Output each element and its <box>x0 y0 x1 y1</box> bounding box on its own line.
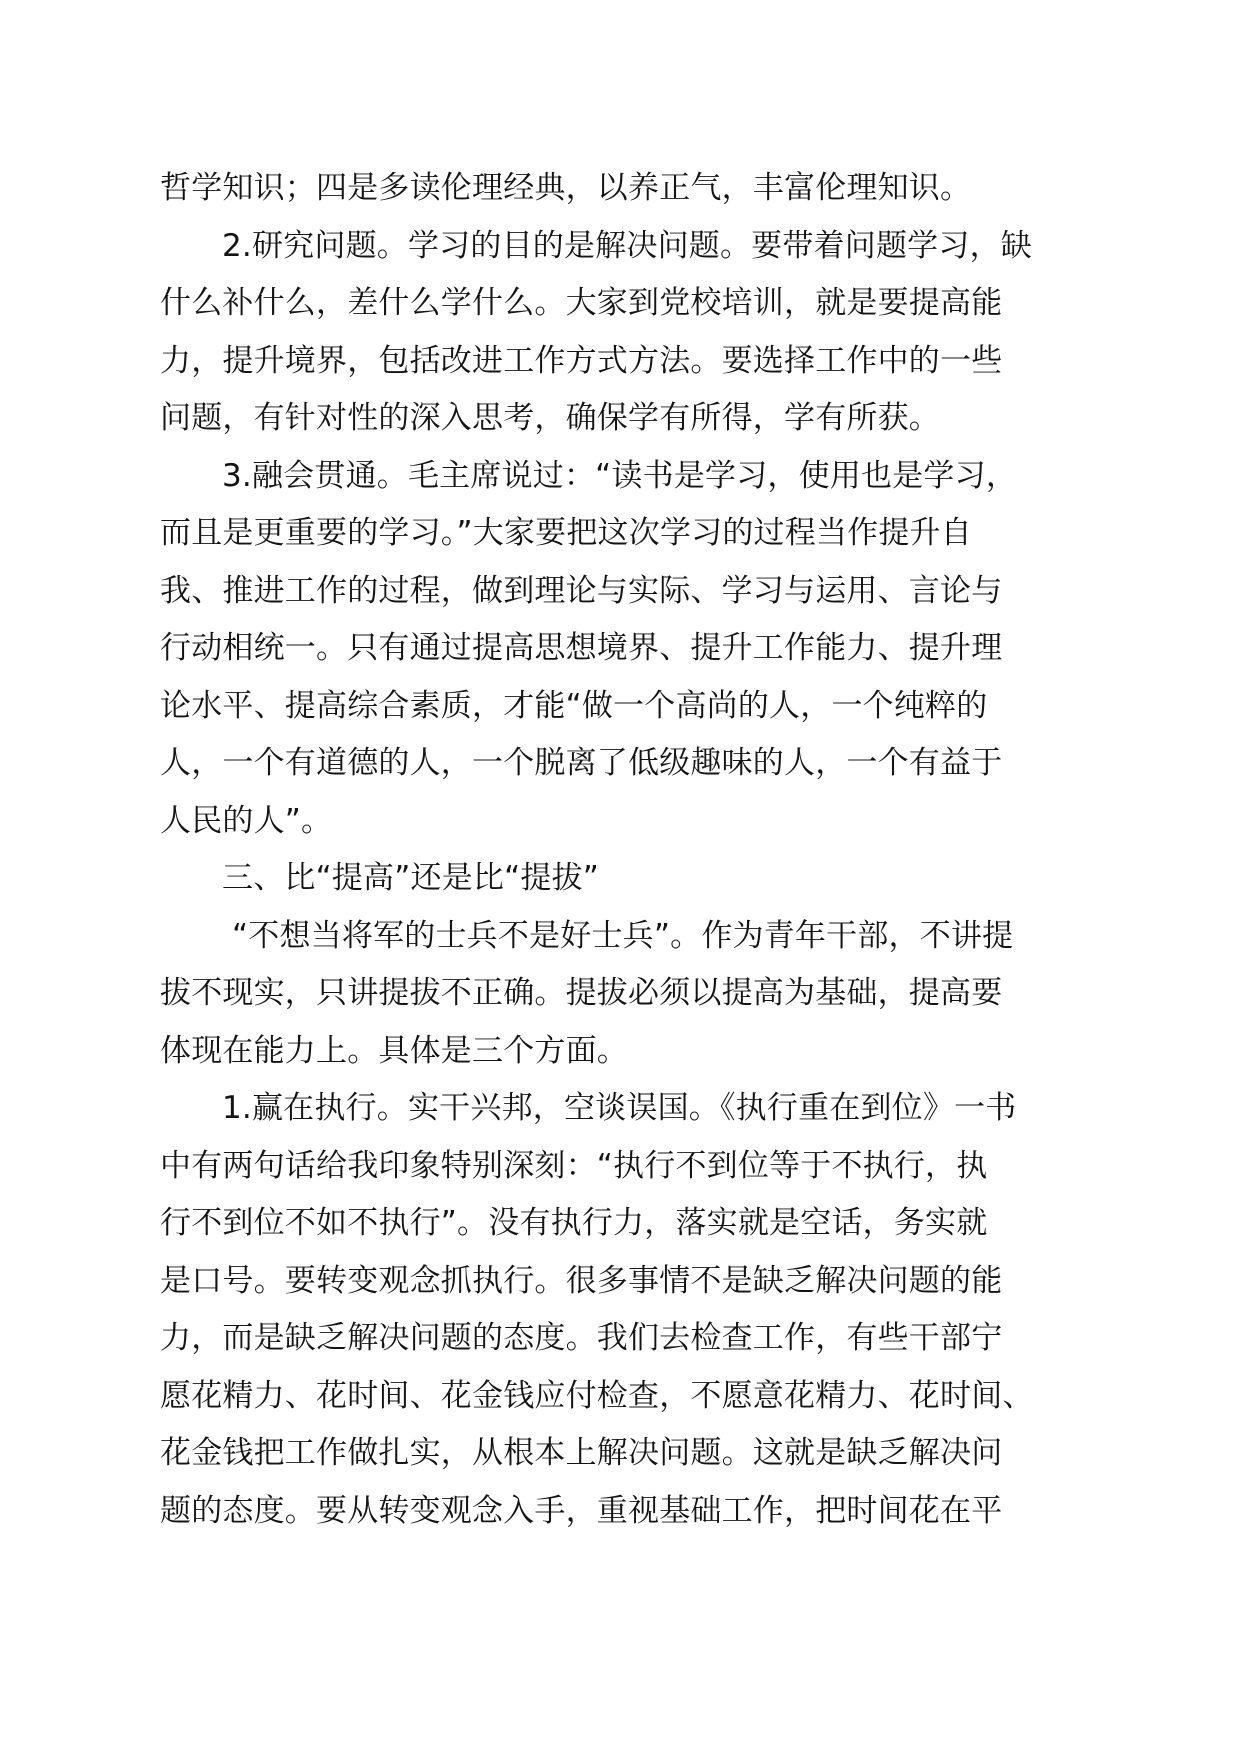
document-body <box>160 160 1095 1540</box>
text-line: 是口号。要转变观念抓执行。很多事情不是缺乏解决问题的能 <box>160 1262 1003 1299</box>
text-line: 拔不现实，只讲提拔不正确。提拔必须以提高为基础，提高要 <box>160 975 1003 1011</box>
text-line: 题的态度。要从转变观念入手，重视基础工作，把时间花在平 <box>160 1492 1003 1529</box>
text-line: 人，一个有道德的人，一个脱离了低级趣味的人，一个有益于 <box>160 745 1003 781</box>
text-line: 中有两句话给我印象特别深刻：“执行不到位等于不执行，执 <box>160 1147 988 1184</box>
text-line: 哲学知识；四是多读伦理经典，以养正气，丰富伦理知识。 <box>160 170 972 206</box>
text-line: 而且是更重要的学习。”大家要把这次学习的过程当作提升自 <box>160 515 972 551</box>
text-line: 力，提升境界，包括改进工作方式方法。要选择工作中的一些 <box>160 342 1003 379</box>
text-line: 论水平、提高综合素质，才能“做一个高尚的人，一个纯粹的 <box>160 687 988 724</box>
text-line: “不想当将军的士兵不是好士兵”。作为青年干部，不讲提 <box>232 917 1014 954</box>
text-line: 1.赢在执行。实干兴邦，空谈误国。《执行重在到位》一书 <box>222 1090 1017 1126</box>
text-line: 人民的人”。 <box>160 802 333 839</box>
text-line: 力，而是缺乏解决问题的态度。我们去检查工作，有些干部宁 <box>160 1320 1003 1356</box>
text-line: 行动相统一。只有通过提高思想境界、提升工作能力、提升理 <box>160 630 1003 666</box>
text-line: 什么补什么，差什么学什么。大家到党校培训，就是要提高能 <box>160 285 1003 321</box>
section-heading: 三、比“提高”还是比“提拔” <box>222 860 600 896</box>
text-line: 3.融会贯通。毛主席说过：“读书是学习，使用也是学习， <box>222 457 1018 494</box>
text-line: 问题，有针对性的深入思考，确保学有所得，学有所获。 <box>160 400 940 436</box>
text-line: 我、推进工作的过程，做到理论与实际、学习与运用、言论与 <box>160 572 1003 609</box>
text-line: 2.研究问题。学习的目的是解决问题。要带着问题学习，缺 <box>222 227 1032 264</box>
text-line: 愿花精力、花时间、花金钱应付检查，不愿意花精力、花时间、 <box>160 1377 1034 1414</box>
text-line: 花金钱把工作做扎实，从根本上解决问题。这就是缺乏解决问 <box>160 1435 1003 1471</box>
text-line: 行不到位不如不执行”。没有执行力，落实就是空话，务实就 <box>160 1205 988 1241</box>
text-line: 体现在能力上。具体是三个方面。 <box>160 1032 628 1069</box>
